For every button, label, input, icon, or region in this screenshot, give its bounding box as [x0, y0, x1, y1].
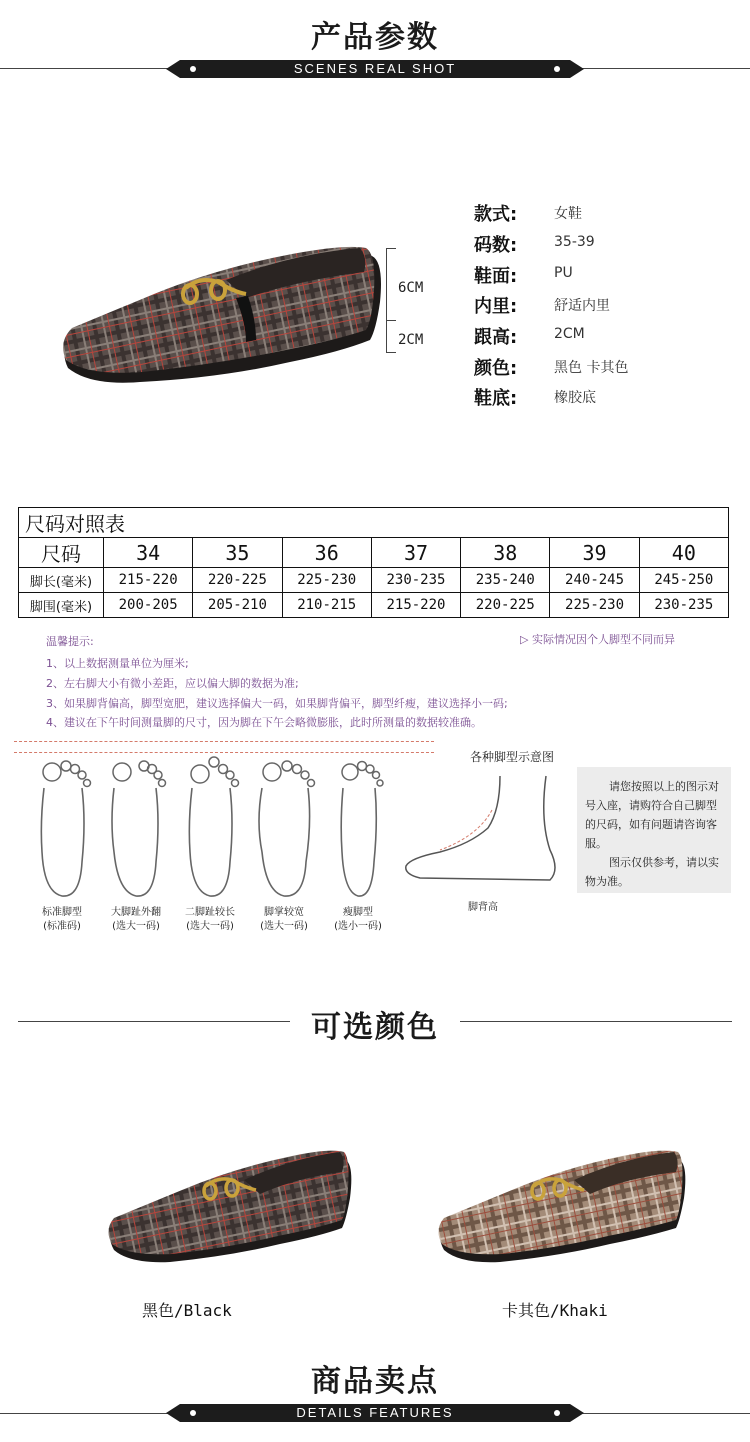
foot-type-advice: (选小一码) [334, 921, 382, 932]
row-label: 脚围(毫米) [19, 593, 104, 618]
note-text [585, 777, 725, 891]
tips-note [520, 631, 675, 647]
table-cell: 200-205 [104, 593, 193, 618]
tip-item: 4、建议在下午时间测量脚的尺寸，因为脚在下午会略微膨胀，此时所测量的数据较准确。 [46, 716, 482, 729]
spec-label: 鞋面: [474, 266, 518, 287]
foot-outline-icon [252, 752, 316, 900]
size-cell: 40 [639, 538, 728, 568]
bar-dot [190, 1410, 196, 1416]
foot-outline-icon [104, 752, 168, 900]
size-header-label: 尺码 [19, 538, 104, 568]
dimension-tick [386, 320, 396, 321]
spec-value: 舒适内里 [554, 298, 610, 314]
foot-outline-icon [30, 752, 94, 900]
foot-type-caption [244, 906, 324, 934]
section-subtitle: DETAILS FEATURES [296, 1405, 454, 1420]
bar-dot [554, 66, 560, 72]
size-chart-table [18, 507, 729, 618]
tip-item: 2、左右脚大小有微小差距，应以偏大脚的数据为准; [46, 677, 299, 690]
table-row [19, 593, 729, 618]
dimension-tick [386, 352, 396, 353]
spec-value: 2CM [554, 326, 585, 342]
table-cell: 230-235 [371, 568, 460, 593]
foot-type-advice: (标准码) [43, 921, 81, 932]
foot-type-caption [96, 906, 176, 934]
foot-outline-icon [326, 752, 390, 900]
section-title: 可选颜色 [311, 1010, 439, 1045]
foot-type-caption [22, 906, 102, 934]
note-line: 请您按照以上的图示对号入座，请购符合自己脚型的尺码，如有问题请咨询客服。 [585, 780, 719, 850]
instep-label: 脚背高 [468, 902, 498, 913]
foot-type-name: 大脚趾外翻 [111, 907, 161, 918]
product-photo-main [50, 232, 410, 392]
foot-outline-icon [178, 752, 242, 900]
instep-side-view-icon [400, 770, 570, 890]
foot-type-advice: (选大一码) [186, 921, 234, 932]
color-option-label: 卡其色/Khaki [502, 1301, 608, 1320]
spec-label: 内里: [474, 296, 518, 317]
dimension-tick [386, 248, 396, 249]
foot-type-advice: (选大一码) [112, 921, 160, 932]
section-subtitle-bar [180, 1404, 570, 1422]
spec-value: 橡胶底 [554, 390, 596, 406]
tips-title: 温馨提示: [46, 635, 94, 648]
table-cell: 220-225 [461, 593, 550, 618]
table-cell: 235-240 [461, 568, 550, 593]
tip-item: 3、如果脚背偏高，脚型宽肥，建议选择偏大一码，如果脚背偏平，脚型纤瘦，建议选择小一码; [46, 697, 508, 710]
table-cell: 240-245 [550, 568, 639, 593]
spec-value: PU [554, 265, 573, 281]
foot-type-name: 二脚趾较长 [185, 907, 235, 918]
foot-type-advice: (选大一码) [260, 921, 308, 932]
foot-type-name: 标准脚型 [42, 907, 82, 918]
table-cell: 225-230 [282, 568, 371, 593]
spec-label: 款式: [474, 204, 518, 225]
dimension-line [386, 248, 387, 352]
reference-line [14, 741, 434, 742]
table-cell: 205-210 [193, 593, 282, 618]
foot-type-name: 瘦脚型 [343, 907, 373, 918]
tips-note-text: 实际情况因个人脚型不同而异 [531, 633, 675, 646]
section-title: 商品卖点 [311, 1364, 439, 1399]
section-subtitle-bar [180, 60, 570, 78]
size-chart-title: 尺码对照表 [19, 508, 729, 538]
spec-value: 35-39 [554, 234, 595, 250]
table-cell: 215-220 [104, 568, 193, 593]
spec-label: 码数: [474, 235, 518, 256]
spec-label: 颜色: [474, 358, 518, 379]
foot-type-caption [318, 906, 398, 934]
tip-item: 1、以上数据测量单位为厘米; [46, 657, 189, 670]
table-row [19, 568, 729, 593]
table-cell: 230-235 [639, 593, 728, 618]
upper-height-label: 6CM [398, 280, 424, 296]
size-cell: 38 [461, 538, 550, 568]
section-title: 产品参数 [311, 20, 439, 55]
foot-type-caption [170, 906, 250, 934]
foot-type-name: 脚掌较宽 [264, 907, 304, 918]
section-subtitle: SCENES REAL SHOT [293, 61, 457, 76]
note-line: 图示仅供参考，请以实物为准。 [585, 856, 719, 888]
row-label: 脚长(毫米) [19, 568, 104, 593]
diagram-title: 各种脚型示意图 [470, 750, 555, 764]
spec-label: 鞋底: [474, 388, 518, 409]
product-photo-black [100, 1140, 360, 1270]
heel-height-label: 2CM [398, 332, 424, 348]
bar-dot [554, 1410, 560, 1416]
size-cell: 37 [371, 538, 460, 568]
play-icon: ▷ [520, 633, 532, 646]
table-cell: 225-230 [550, 593, 639, 618]
table-cell: 215-220 [371, 593, 460, 618]
size-cell: 39 [550, 538, 639, 568]
size-cell: 34 [104, 538, 193, 568]
size-advice-note [577, 767, 731, 893]
table-cell: 210-215 [282, 593, 371, 618]
table-cell: 220-225 [193, 568, 282, 593]
color-option-label: 黑色/Black [142, 1301, 232, 1320]
size-cell: 36 [282, 538, 371, 568]
spec-label: 跟高: [474, 327, 518, 348]
size-cell: 35 [193, 538, 282, 568]
table-cell: 245-250 [639, 568, 728, 593]
bar-dot [190, 66, 196, 72]
spec-value: 黑色 卡其色 [554, 360, 629, 376]
spec-value: 女鞋 [554, 206, 582, 222]
table-row [19, 538, 729, 568]
product-photo-khaki [430, 1140, 700, 1270]
